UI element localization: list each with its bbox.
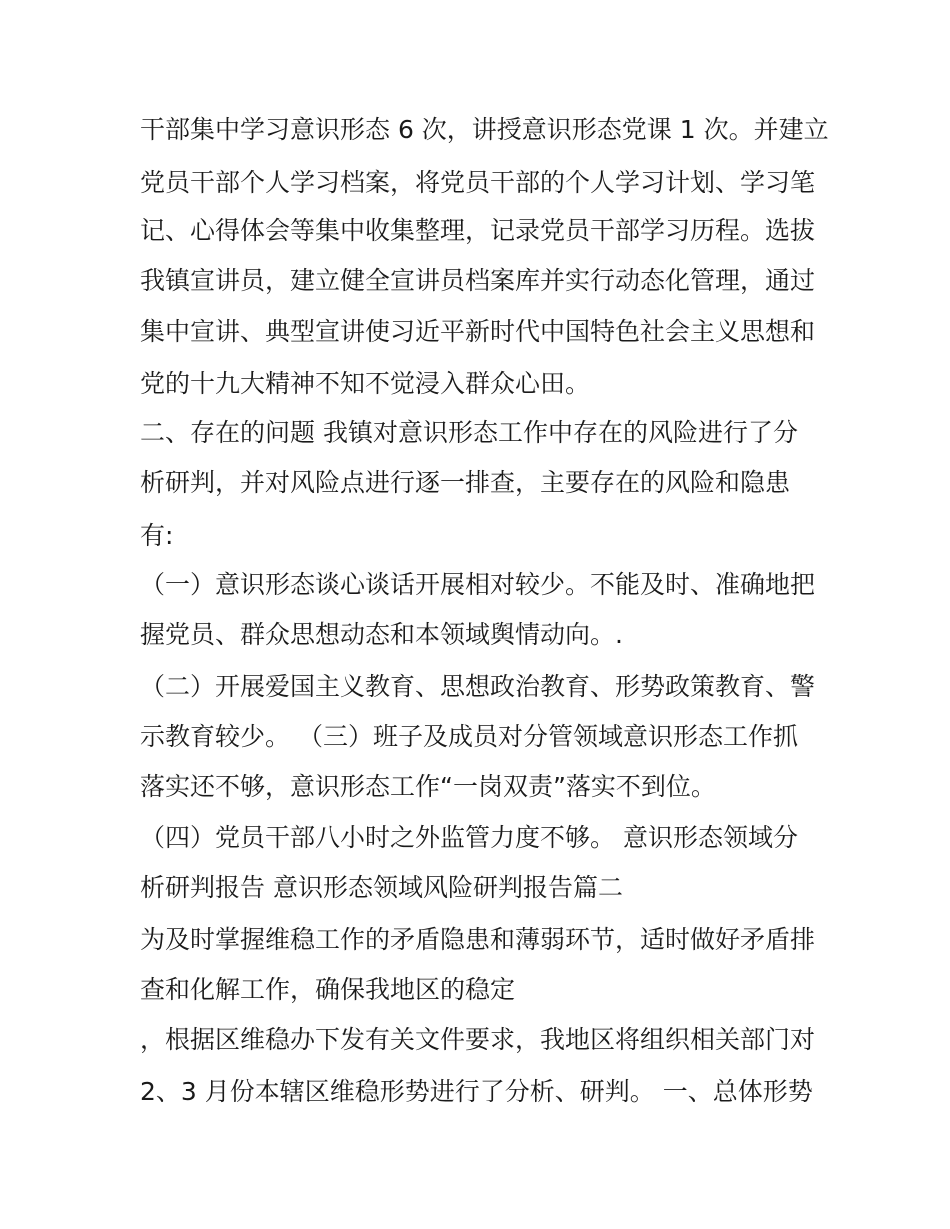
section-heading-problems: 二、存在的问题 我镇对意识形态工作中存在的风险进行了分 xyxy=(140,418,798,447)
body-line-17: 为及时掌握维稳工作的矛盾隐患和薄弱环节，适时做好矛盾排 xyxy=(140,925,816,954)
body-line-14: 落实还不够，意识形态工作“一岗双责”落实不到位。 xyxy=(140,772,716,801)
body-line-2: 党员干部个人学习档案，将党员干部的个人学习计划、学习笔 xyxy=(140,168,816,197)
body-line-8: 析研判，并对风险点进行逐一排查，主要存在的风险和隐患 xyxy=(140,468,791,497)
body-line-4: 我镇宣讲员，建立健全宣讲员档案库并实行动态化管理，通过 xyxy=(140,266,816,295)
body-line-6: 党的十九大精神不知不觉浸入群众心田。 xyxy=(140,369,591,398)
list-item-1: （一）意识形态谈心谈话开展相对较少。不能及时、准确地把 xyxy=(140,570,816,599)
body-line-5: 集中宣讲、典型宣讲使习近平新时代中国特色社会主义思想和 xyxy=(140,317,816,346)
body-line-19: ，根据区维稳办下发有关文件要求，我地区将组织相关部门对 xyxy=(140,1025,816,1054)
body-line-1: 干部集中学习意识形态 6 次，讲授意识形态党课 1 次。并建立 xyxy=(140,115,829,144)
body-line-9: 有: xyxy=(140,521,174,550)
body-line-13: 示教育较少。 （三）班子及成员对分管领域意识形态工作抓 xyxy=(140,722,798,751)
body-line-20: 2、3 月份本辖区维稳形势进行了分析、研判。 一、总体形势 xyxy=(140,1077,813,1106)
list-item-4: （四）党员干部八小时之外监管力度不够。 意识形态领域分 xyxy=(140,823,798,852)
body-line-3: 记、心得体会等集中收集整理，记录党员干部学习历程。选拔 xyxy=(140,216,816,245)
body-line-18: 查和化解工作，确保我地区的稳定 xyxy=(140,975,516,1004)
report-title-line: 析研判报告 意识形态领域风险研判报告篇二 xyxy=(140,873,623,902)
body-line-11: 握党员、群众思想动态和本领域舆情动向。. xyxy=(140,620,623,649)
list-item-2: （二）开展爱国主义教育、思想政治教育、形势政策教育、警 xyxy=(140,672,816,701)
